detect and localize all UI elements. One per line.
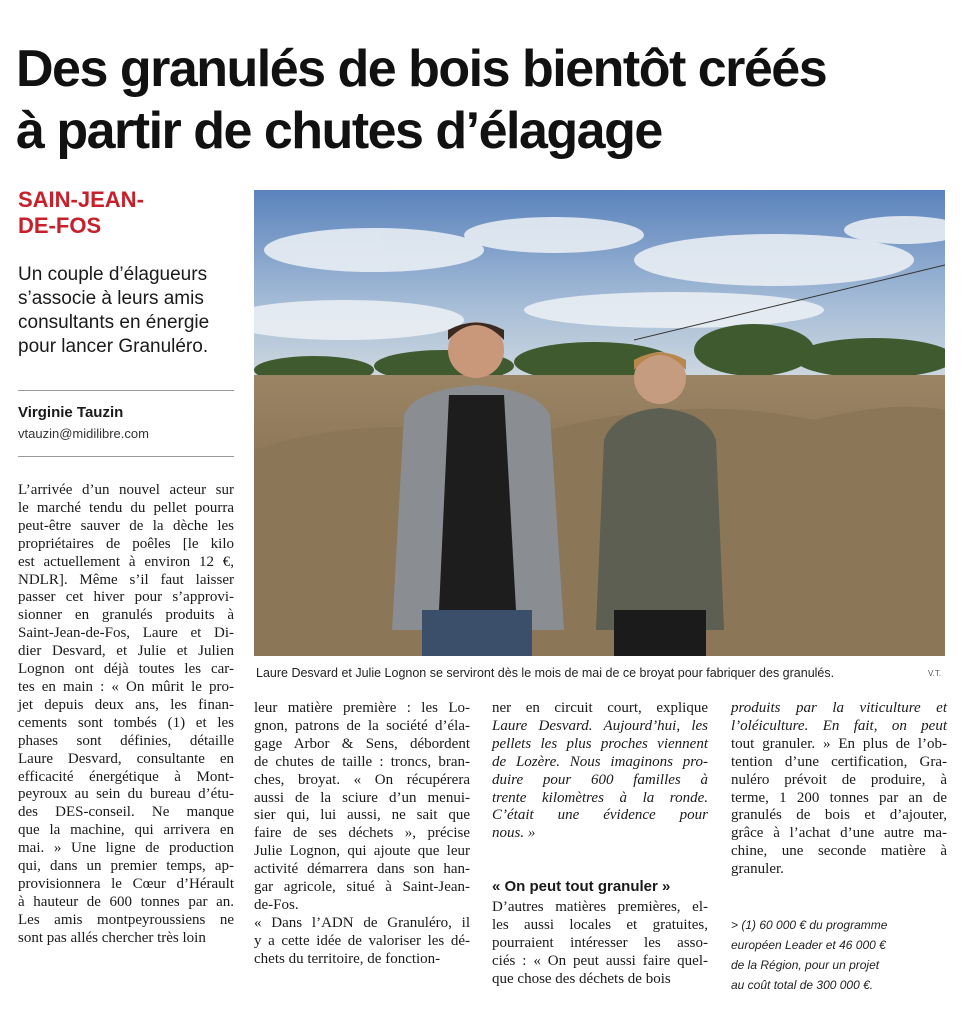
standfirst-line: consultants en énergie [18,312,210,333]
text-line: le marché tendu du pellet pourra [18,499,234,516]
standfirst [18,263,243,359]
location-kicker [18,187,238,239]
text-line: C’était une évidence pour [492,807,708,824]
text-line: activité démarrera dans son han- [254,861,470,878]
text-line: tes en main : « On mûrit le pro- [18,678,234,695]
text-line: l’oléiculture. En fait, on peut [731,717,947,734]
text-line: provisionnera le Cœur d’Hérault [18,875,234,892]
text-line: de Lozère. Nous imaginons pro- [492,753,708,770]
text-line: gnon, patrons de la société d’éla- [254,717,470,734]
text-line: Laure Desvard, consultante en [18,750,234,767]
text-line: chets du territoire, de fonction- [254,950,441,967]
text-line: phases sont définies, détaille [18,732,234,749]
kicker-line: SAIN-JEAN- [18,187,144,212]
article-photo [254,190,945,656]
text-line: Julie Lognon, qui ajoute que leur [254,843,470,860]
text-line: chine, une seconde matière à [731,843,947,860]
article-column-3-continued [492,899,708,989]
text-line: Les amis montpeyroussiens ne [18,911,234,928]
text-line: granuler. [731,861,784,878]
text-line: dier Desvard, et Julie et Julien [18,643,234,660]
text-line: « Dans l’ADN de Granuléro, il [254,914,470,931]
text-line: Laure Desvard. Aujourd’hui, les [492,717,708,734]
text-line: jet depuis deux ans, les finan- [18,696,234,713]
headline-line: à partir de chutes d’élagage [16,102,662,160]
text-line: peyroux au sein du bureau d’étu- [18,786,234,803]
funding-footnote [731,915,961,995]
photo-credit: V.T. [928,669,942,678]
text-line: ciés : « On peut aussi faire quel- [492,952,708,969]
footnote-line: > (1) 60 000 € du programme [731,918,888,932]
text-line: terme, 1 200 tonnes par an de [731,789,947,806]
text-line: cements sont tombés (1) et les [18,714,234,731]
divider [18,390,234,391]
text-line: granulés de bois et d’ajouter, [731,807,947,824]
text-line: Saint-Jean-de-Fos, Laure et Di- [18,625,234,642]
text-line: pellets les plus proches viennent [492,735,708,752]
divider [18,456,234,457]
text-line: à hauteur de 600 tonnes par an. [18,893,234,910]
text-line: tout granuler. » En plus de l’ob- [731,735,947,752]
kicker-line: DE-FOS [18,213,102,238]
text-line: gar agricole, situé à Saint-Jean- [254,879,470,896]
text-line: NDLR]. Même s’il faut laisser [18,571,234,588]
text-line: gage Arbor & Sens, débordent [254,735,470,752]
text-line: efficacité énergétique à Mont- [18,768,234,785]
footnote-line: au coût total de 300 000 €. [731,978,874,992]
byline-author: Virginie Tauzin [18,404,124,421]
text-line: ches, broyat. « On récupérera [254,771,470,788]
text-line: trente kilomètres à la ronde. [492,789,708,806]
text-line: mai. » Une ligne de production [18,840,234,857]
text-line: est actuellement à environ 12 €, [18,553,234,570]
standfirst-line: pour lancer Granuléro. [18,336,209,357]
text-line: sionner en granulés produits à [18,607,234,624]
intertitle: « On peut tout granuler » [492,878,671,895]
text-line: propriétaires de poêles [le kilo [18,535,234,552]
text-line: passer cet hiver pour s’approvi- [18,589,234,606]
text-line: pourraient intéresser les asso- [492,934,708,951]
text-line: aussi de la sciure d’un menui- [254,789,470,806]
article-column-4 [731,700,947,879]
standfirst-line: Un couple d’élagueurs [18,264,208,285]
footnote-line: européen Leader et 46 000 € [731,938,886,952]
text-line: les aussi locales et gratuites, [492,916,708,933]
text-line: duire pour 600 familles à [492,771,708,788]
text-line: L’arrivée d’un nouvel acteur sur [18,482,234,498]
text-line: sier qui, lui aussi, ne sait que [254,807,470,824]
article-column-1 [18,482,234,948]
text-line: grâce à l’achat d’une autre ma- [731,825,947,842]
text-line: ner en circuit court, explique [492,700,708,716]
photo-illustration [254,190,945,656]
photo-caption: Laure Desvard et Julie Lognon se serviront dès le mois de mai de ce broyat pour fabriquer des granulés. [256,666,835,680]
text-line: que la machine, qui arrivera en [18,822,234,839]
headline [16,38,961,162]
text-line: qui, dans un premier temps, ap- [18,858,234,875]
text-line: des DES-conseil. Ne manque [18,804,234,821]
text-line: nous. » [492,825,536,842]
text-line: peut-être sauver de la dèche les [18,517,234,534]
text-line: de-Fos. [254,896,299,913]
text-line: y a cette idée de valoriser les dé- [254,932,470,949]
headline-line: Des granulés de bois bientôt créés [16,40,827,98]
text-line: D’autres matières premières, el- [492,899,708,915]
text-line: sont pas allés chercher très loin [18,929,206,946]
text-line: faire de ses déchets », précise [254,825,470,842]
text-line: leur matière première : les Lo- [254,700,470,716]
article-column-3 [492,700,708,843]
article-column-2 [254,700,470,969]
footnote-line: de la Région, pour un projet [731,958,880,972]
text-line: produits par la viticulture et [731,700,947,716]
text-line: tention d’une certification, Gra- [731,753,947,770]
text-line: que chose des déchets de bois [492,970,671,987]
text-line: nuléro prévoit de produire, à [731,771,947,788]
text-line: Lognon ont déjà toutes les car- [18,661,234,678]
byline-email[interactable]: vtauzin@midilibre.com [18,426,149,441]
text-line: de chutes de taille : troncs, bran- [254,753,470,770]
standfirst-line: s’associe à leurs amis [18,288,204,309]
